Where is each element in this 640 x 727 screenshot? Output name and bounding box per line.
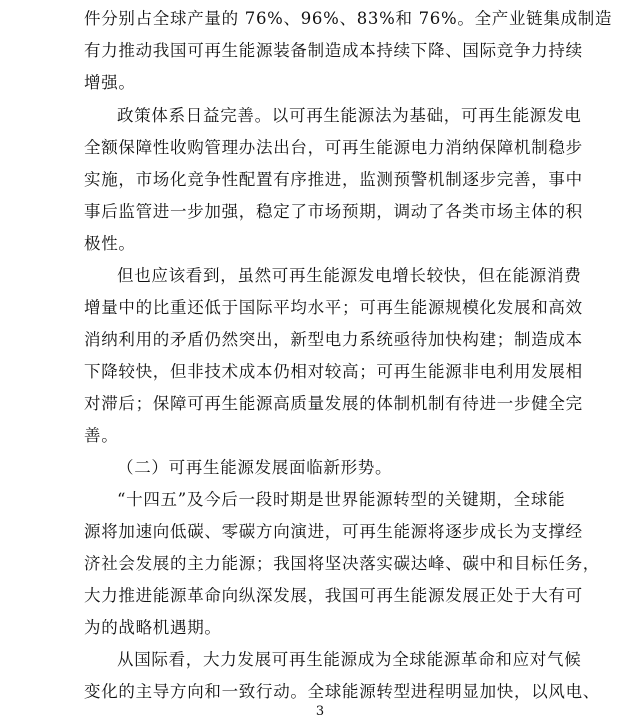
text-line: 但也应该看到，虽然可再生能源发电增长较快，但在能源消费 [117, 266, 582, 285]
text-line: 全额保障性收购管理办法出台，可再生能源电力消纳保障机制稳步 [84, 138, 583, 157]
text-line: 极性。 [84, 234, 136, 253]
text-line: 件分别占全球产量的 76%、96%、83%和 76%。全产业链集成制造 [84, 9, 613, 28]
text-line: 增强。 [84, 73, 136, 92]
paragraph-heading-line: 政策体系日益完善。以可再生能源法为基础，可再生能源发电 [117, 106, 582, 125]
text-line: 下降较快，但非技术成本仍相对较高；可再生能源非电利用发展相 [84, 362, 583, 381]
text-line: 事后监管进一步加强，稳定了市场预期，调动了各类市场主体的积 [84, 202, 583, 221]
text-line: 源将加速向低碳、零碳方向演进，可再生能源将逐步成长为支撑经 [84, 522, 583, 541]
text-line: 消纳利用的矛盾仍然突出，新型电力系统亟待加快构建；制造成本 [84, 330, 583, 349]
text-line: 大力推进能源革命向纵深发展，我国可再生能源发展正处于大有可 [84, 586, 583, 605]
text-line: 变化的主导方向和一致行动。全球能源转型进程明显加快，以风电、 [84, 682, 600, 701]
text-line: 为的战略机遇期。 [84, 618, 222, 637]
section-heading: （二）可再生能源发展面临新形势。 [117, 458, 393, 477]
text-line: 实施，市场化竞争性配置有序推进，监测预警机制逐步完善，事中 [84, 170, 583, 189]
text-line: 有力推动我国可再生能源装备制造成本持续下降、国际竞争力持续 [84, 41, 583, 60]
text-line: 从国际看，大力发展可再生能源成为全球能源革命和应对气候 [117, 650, 582, 669]
text-line: “十四五”及今后一段时期是世界能源转型的关键期，全球能 [117, 490, 566, 509]
text-line: 增量中的比重还低于国际平均水平；可再生能源规模化发展和高效 [84, 298, 583, 317]
text-line: 对滞后；保障可再生能源高质量发展的体制机制有待进一步健全完 [84, 394, 583, 413]
text-line: 济社会发展的主力能源；我国将坚决落实碳达峰、碳中和目标任务， [84, 554, 600, 573]
text-line: 善。 [84, 426, 119, 445]
page-number: 3 [315, 704, 325, 719]
